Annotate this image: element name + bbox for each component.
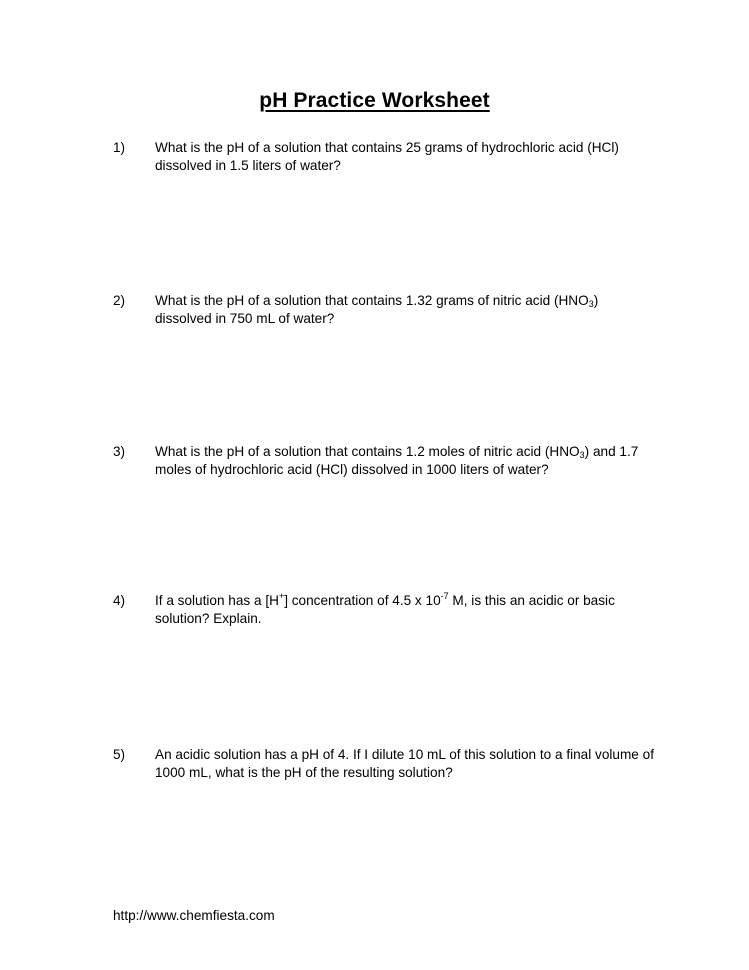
question-text: What is the pH of a solution that contains 25 grams of hydrochloric acid (HCl) dissolved in 1.5 liters of water? [155, 140, 619, 173]
question-text: If a solution has a [H+] concentration of 4.5 x $10^{-7}$ M, is this an acidic or basic solution? Explain. [155, 591, 615, 626]
question-number: 5) [113, 747, 126, 762]
subscript: 3 [579, 450, 585, 460]
question-4 [113, 592, 673, 628]
worksheet-title: pH Practice Worksheet [259, 89, 490, 112]
question-3 [113, 443, 673, 479]
question-text: What is the pH of a solution that contains 1.32 grams of nitric acid $(HNO_3)$ dissolved in 750 mL of water? [155, 293, 599, 326]
superscript: -7 [440, 591, 449, 601]
question-1 [113, 139, 673, 175]
question-number: 4) [113, 593, 126, 608]
question-text: An acidic solution has a pH of 4. If I dilute 10 mL of this solution to a final volume of 1000 mL, what is the pH of the resulting solution? [155, 747, 654, 780]
question-number: 3) [113, 444, 126, 459]
question-2 [113, 292, 673, 328]
question-5 [113, 746, 673, 782]
question-number: 1) [113, 140, 126, 155]
subscript: 3 [588, 299, 594, 309]
question-text: What is the pH of a solution that contains 1.2 moles of nitric acid $(HNO_3)$ and 1.7 moles of hydrochloric acid (HCl) dissolved in 1000 liters of water? [155, 444, 639, 477]
question-number: 2) [113, 293, 126, 308]
footer-url: http://www.chemfiesta.com [113, 908, 275, 923]
superscript: + [278, 591, 285, 601]
